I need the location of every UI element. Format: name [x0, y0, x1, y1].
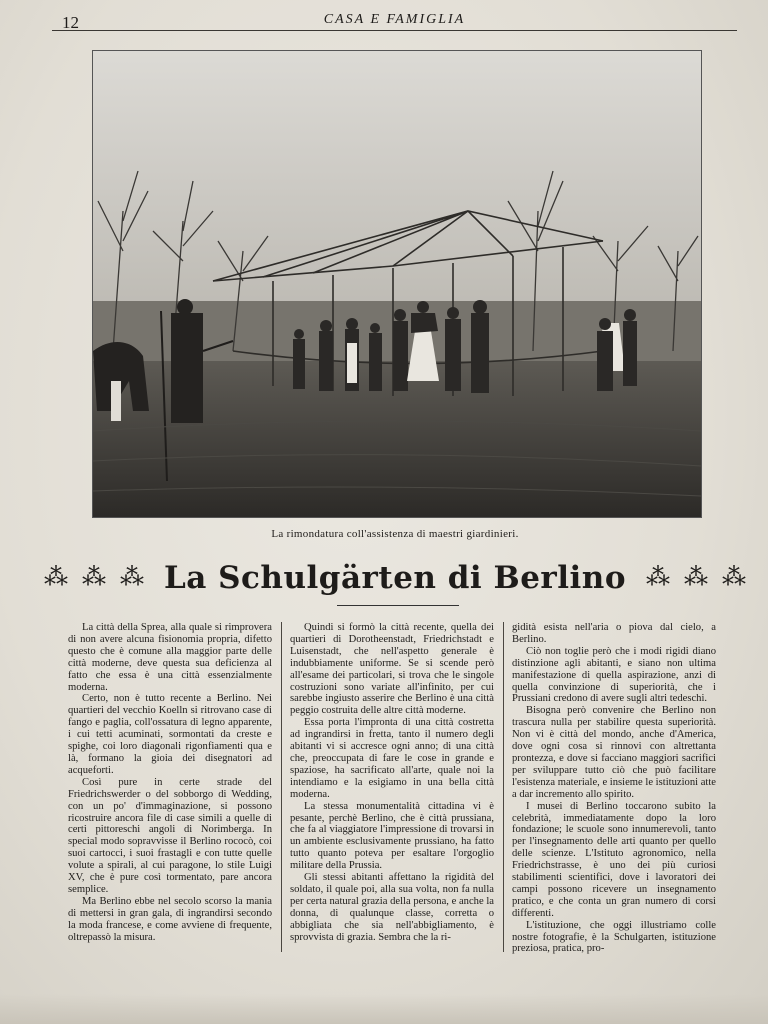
page-bottom-shadow: [0, 994, 768, 1024]
garden-photograph: [92, 50, 702, 518]
paragraph: Certo, non è tutto recente a Berlino. Nei quartieri del vecchio Koelln si ritrovano case di fango e paglia, coll'ossatura di legno apparente, i cui tetti acuminati, sormontati da creste e spighe, coi loro diagonali rigonfiamenti qua e là, formano la gioia dei disegnatori ad acqueforti.: [68, 693, 272, 776]
page-header: [52, 8, 737, 31]
paragraph: Quindi si formò la città recente, quella dei quartieri di Dorotheenstadt, Friedrichstadt e Luisenstadt, che nell'aspetto generale è indubbiamente uniforme. Se si scende però all'esame dei particolari, si trova che le singole costruzioni sono variate all'infinito, per cui sarebbe ingiusto asserire che Berlino è una città peggio costruita delle altre città moderne.: [290, 622, 494, 717]
paragraph: L'istituzione, che oggi illustriamo colle nostre fotografie, è la Schulgarten, istituzione preziosa, pratica, pro-: [512, 919, 716, 955]
text-column-1: [68, 622, 272, 960]
paragraph: La città della Sprea, alla quale si rimprovera di non avere alcuna fisionomia propria, difetto questo che è comune alla maggior parte delle città moderne, deve questa sua deficienza al fatto che essa è una città essenzialmente moderna.: [68, 622, 272, 693]
text-column-2: [290, 622, 494, 960]
title-ornament-left: [44, 566, 144, 590]
paragraph: Bisogna però convenire che Berlino non trascura nulla per stabilire questa superiorità. Non vi è città del mondo, anche d'America, dove ogni cosa si rinnovi con altrettanta prontezza, e dove si facciano maggiori sacrifici per sviluppare tutto ciò che può facilitare l'esistenza materiale, e insieme le istituzioni atte a dar incremento allo spirito.: [512, 705, 716, 800]
column-divider: [503, 622, 504, 952]
article-title: La Schulgärten di Berlino: [163, 560, 627, 596]
running-title: CASA E FAMIGLIA: [323, 12, 466, 27]
title-ornament-right: [646, 566, 746, 590]
article-body: [68, 622, 728, 962]
article-title-row: [43, 556, 747, 600]
paragraph: Gli stessi abitanti affettano la rigidità del soldato, il quale poi, alla sua volta, non fa nulla per certa natural grazia della persona, e anche la donna, di qualunque classe, corretta o abbigliata che sia nell'abbigliamento, è sprovvista di grazia. Sembra che la ri-: [290, 872, 494, 943]
page-number: 12: [62, 13, 79, 32]
ornament-glyph: ⁂: [722, 565, 747, 591]
ornament-glyph: ⁂: [43, 565, 68, 591]
woman-torso: [411, 313, 438, 333]
paragraph: I musei di Berlino toccarono subito la celebrità, immediatamente dopo la loro fondazione; le scuole sono innumerevoli, tanto per l'insegnamento delle arti quanto per quello delle scienze. L'Istituto agronomico, nella Friedrichstrasse, è uno dei più curiosi stabilimenti scientifici, dove i lavoratori dei campi possono ricevere un insegnamento pratico, e che conta un gran numero di corsi differenti.: [512, 800, 716, 919]
ornament-glyph: ⁂: [81, 565, 106, 591]
paragraph: La stessa monumentalità cittadina vi è pesante, perchè Berlino, che è città prussiana, che fa al viaggiatore l'impressione di trovarsi in un ambiente esclusivamente prussiano, ha fatto tutto quanto poteva per esaltare l'orgoglio militare della Prussia.: [290, 800, 494, 872]
paragraph: Essa porta l'impronta di una città costretta ad ingrandirsi in fretta, tanto il numero degli abitanti vi si accresce ogni anno; di una città che, preoccupata di fare le cose in grande e spaziose, ha sacrificato all'arte, quale noi la intendiamo e la esigiamo in una bella città moderna.: [290, 717, 494, 800]
photo-caption: La rimondatura coll'assistenza di maestri giardinieri.: [271, 528, 519, 540]
title-underline: [337, 605, 459, 606]
ornament-glyph: ⁂: [684, 565, 709, 591]
white-sleeve: [111, 381, 121, 421]
ornament-glyph: ⁂: [646, 565, 671, 591]
paragraph: Ciò non toglie però che i modi rigidi diano distinzione agli abitanti, e siano non ultima manifestazione di quella aspirazione, anzi di quella convinzione di superiorità, che i Prussiani credono di avere sugli altri tedeschi.: [512, 645, 716, 705]
text-column-3: [512, 622, 716, 960]
paragraph: Così pure in certe strade del Friedrichswerder o del sobborgo di Wedding, con un po' d'immaginazione, si possono ricostruire ancora file di case simili a quelle di certi pittoreschi angoli di Norimberga. In special modo sopravvisse il Berlino rococò, coi suoi cartocci, i suoi frastagli e con tutte quelle volute a spirali, al cui paragone, lo stile Luigi XV, che è pure così tormentato, pare ancora semplice.: [68, 776, 272, 895]
column-divider: [281, 622, 282, 952]
ornament-glyph: ⁂: [119, 565, 144, 591]
paragraph: gidità esista nell'aria o piova dal cielo, a Berlino.: [512, 622, 716, 645]
paragraph: Ma Berlino ebbe nel secolo scorso la mania di mettersi in gran gala, di ingrandirsi secondo la moda francese, e come avviene di frequente, oltrepassò la misura.: [68, 895, 272, 943]
